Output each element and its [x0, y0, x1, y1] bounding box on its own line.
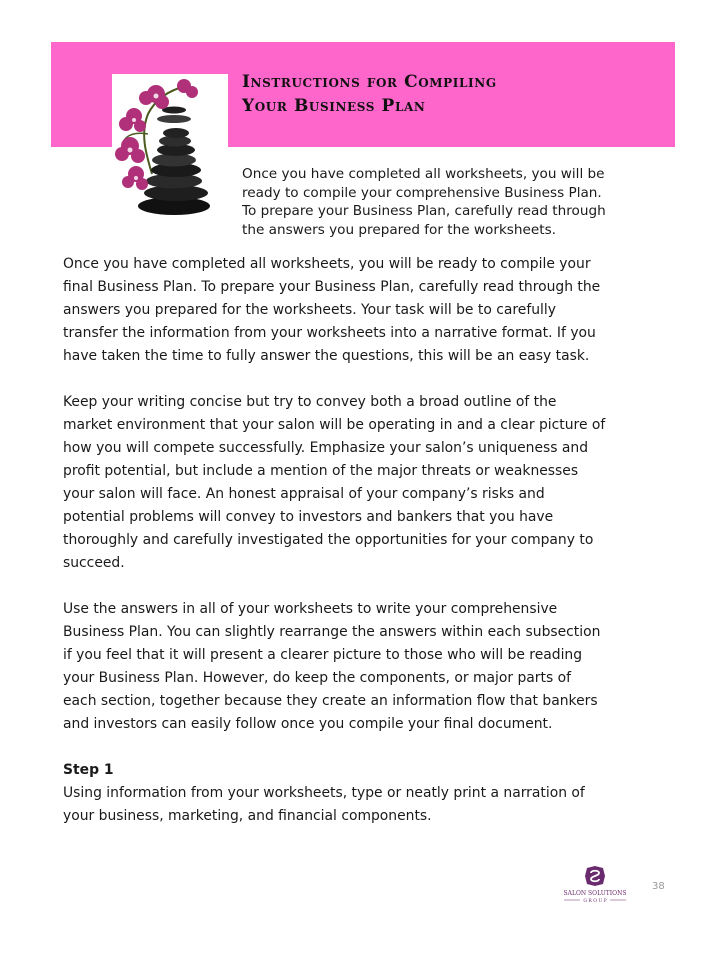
- text-line: Business Plan. You can slightly rearrange the answers within each subsection: [63, 624, 601, 640]
- logo-text-line2: G R O U P: [583, 899, 607, 904]
- body-text: [63, 253, 683, 828]
- text-line: profit potential, but include a mention of the major threats or weaknesses: [63, 463, 579, 479]
- text-line: have taken the time to fully answer the questions, this will be an easy task.: [63, 348, 590, 364]
- salon-solutions-logo-icon: [558, 866, 632, 906]
- intro-line: the answers you prepared for the worksheets.: [242, 221, 556, 238]
- text-line: how you will compete successfully. Emphasize your salon’s uniqueness and: [63, 440, 589, 456]
- salon-solutions-logo: [558, 866, 632, 906]
- orchid-on-stones-icon: [112, 74, 228, 220]
- text-line: Using information from your worksheets, type or neatly print a narration of: [63, 785, 585, 801]
- intro-text: [242, 165, 667, 239]
- step-1-heading: Step 1: [63, 762, 114, 778]
- title-line: Instructions for Compiling: [242, 72, 497, 92]
- text-line: transfer the information from your worksheets into a narrative format. If you: [63, 325, 596, 341]
- text-line: and investors can easily follow once you compile your final document.: [63, 716, 553, 732]
- text-line: succeed.: [63, 555, 125, 571]
- text-line: if you feel that it will present a clearer picture to those who will be reading: [63, 647, 583, 663]
- paragraph-3: [63, 598, 683, 736]
- text-line: Use the answers in all of your worksheets to write your comprehensive: [63, 601, 558, 617]
- page-number: 38: [652, 881, 665, 892]
- intro-line: Once you have completed all worksheets, you will be: [242, 166, 605, 182]
- text-line: your Business Plan. However, do keep the components, or major parts of: [63, 670, 572, 686]
- page-title: [242, 70, 497, 118]
- text-line: thoroughly and carefully investigated the opportunities for your company to: [63, 532, 594, 548]
- text-line: answers you prepared for the worksheets. Your task will be to carefully: [63, 302, 556, 318]
- logo-text-line1: SALON SOLUTIONS: [563, 890, 627, 897]
- intro-line: ready to compile your comprehensive Business Plan.: [242, 184, 602, 201]
- text-line: potential problems will convey to investors and bankers that you have: [63, 509, 554, 525]
- paragraph-2: [63, 391, 683, 575]
- step-1-section: [63, 759, 683, 828]
- text-line: market environment that your salon will be operating in and a clear picture of: [63, 417, 606, 433]
- paragraph-1: [63, 253, 683, 368]
- text-line: each section, together because they create an information flow that bankers: [63, 693, 598, 709]
- text-line: Keep your writing concise but try to convey both a broad outline of the: [63, 394, 557, 410]
- text-line: your business, marketing, and financial components.: [63, 808, 432, 824]
- text-line: final Business Plan. To prepare your Business Plan, carefully read through the: [63, 279, 601, 295]
- text-line: your salon will face. An honest appraisal of your company’s risks and: [63, 486, 545, 502]
- intro-line: To prepare your Business Plan, carefully read through: [242, 203, 606, 219]
- orchid-stones-image: [112, 74, 228, 220]
- text-line: Once you have completed all worksheets, you will be ready to compile your: [63, 256, 591, 272]
- title-line: Your Business Plan: [242, 96, 426, 116]
